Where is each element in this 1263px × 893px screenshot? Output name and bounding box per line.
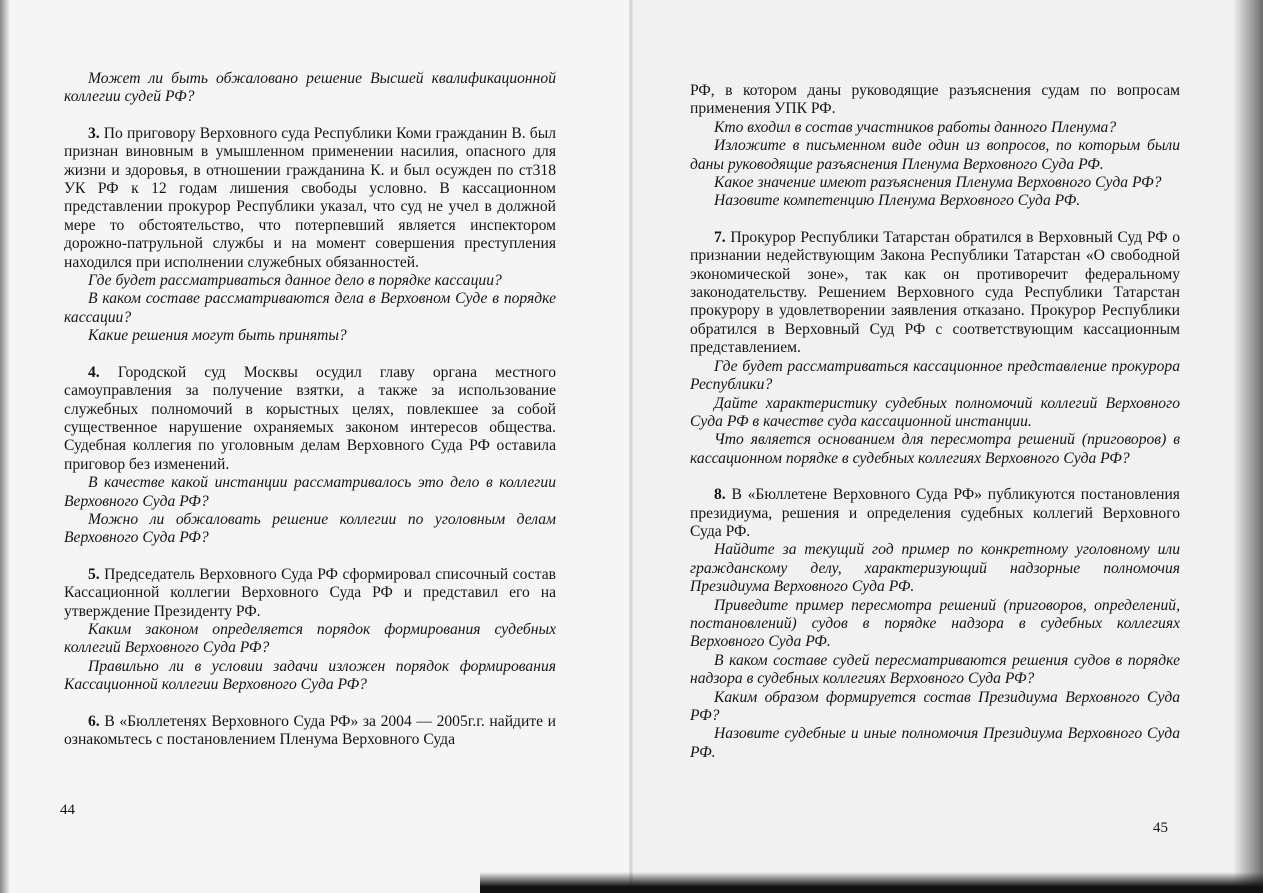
question: Каким образом формируется состав Президиума Верховного Суда РФ?: [690, 688, 1180, 724]
question: Найдите за текущий год пример по конкретному уголовному или гражданскому делу, характеризующий надзорные полномочия Президиума Верховного Суда РФ.: [690, 541, 1180, 596]
question: Приведите пример пересмотра решений (приговоров, определений, постановлений) судов в порядке надзора в судебных коллегиях Верховного Суда РФ.: [690, 596, 1180, 651]
question: Дайте характеристику судебных полномочий коллегий Верховного Суда РФ в качестве суда кассационной инстанции.: [690, 394, 1180, 430]
question: Что является основанием для пересмотра решений (приговоров) в кассационном порядке в судебных коллегиях Верховного Суда РФ?: [690, 431, 1180, 467]
task-number: 8.: [714, 486, 726, 504]
scan-edge-right: [1233, 0, 1263, 893]
task-paragraph: [64, 125, 556, 272]
scan-edge-left: [0, 0, 10, 893]
task-text: В «Бюллетене Верховного Суда РФ» публикуются постановления президиума, решения и определения судебных коллегий Верховного Суда РФ.: [690, 486, 1180, 540]
scan-edge-bottom: [480, 872, 1263, 893]
task-number: 4.: [88, 363, 100, 381]
question: Где будет рассматриваться кассационное представление прокурора Республики?: [690, 357, 1180, 394]
task-text: По приговору Верховного суда Республики Коми гражданин В. был признан виновным в умышленном применении насилия, опасного для жизни и здоровья, в отношении гражданина К. и был осужден по ст318 УК РФ к 12 годам лишения свободы условно. В кассационном представлении прокурор Республики указал, что суд не учел в должной мере то обстоятельство, что потерпевший является инспектором дорожно-патрульной службы и на момент совершения преступления находился при исполнении служебных обязанностей.: [64, 124, 556, 271]
question: В каком составе судей пересматриваются решения судов в порядке надзора в судебных коллегиях Верховного Суда РФ?: [690, 651, 1180, 688]
task-number: 6.: [88, 712, 100, 730]
question: Изложите в письменном виде один из вопросов, по которым были даны руководящие разъяснения Пленума Верховного Суда РФ.: [690, 137, 1180, 173]
question: В качестве какой инстанции рассматривалось это дело в коллегии Верховного Суда РФ?: [64, 474, 556, 510]
book-gutter: [629, 0, 633, 893]
question: Кто входил в состав участников работы данного Пленума?: [714, 118, 1117, 136]
task-paragraph: [690, 486, 1180, 541]
question: Правильно ли в условии задачи изложен порядок формирования Кассационной коллегии Верховного Суда РФ?: [64, 657, 556, 694]
page-number-right: 45: [1153, 820, 1168, 836]
task-number: 7.: [714, 228, 726, 246]
task-number: 5.: [88, 565, 100, 583]
question: Какое значение имеют разъяснения Пленума Верховного Суда РФ?: [714, 174, 1162, 192]
question: Назовите судебные и иные полномочия Президиума Верховного Суда РФ.: [690, 725, 1180, 761]
question: Может ли быть обжаловано решение Высшей квалификационной коллегии судей РФ?: [64, 70, 556, 106]
task-paragraph: [64, 364, 556, 474]
question: В каком составе рассматриваются дела в Верховном Суде в порядке кассации?: [64, 290, 556, 326]
question: Где будет рассматриваться данное дело в порядке кассации?: [88, 272, 502, 290]
task-text: Прокурор Республики Татарстан обратился в Верховный Суд РФ о признании недействующим Закона Республики Татарстан «О свободной экономической зоне», так как он противоречит федеральному законодательству. Решением Верховного суда Республики Татарстан прокурору в удовлетворении заявления отказано. Прокурор Республики обратился в Верховный Суд РФ с соответствующим кассационным представлением.: [690, 228, 1180, 357]
task-text: В «Бюллетенях Верховного Суда РФ» за 2004 — 2005г.г. найдите и ознакомьтесь с постановлением Пленума Верховного Суда: [64, 712, 556, 748]
task-paragraph: [64, 566, 556, 621]
question: Назовите компетенцию Пленума Верховного Суда РФ.: [714, 192, 1081, 210]
question: Каким законом определяется порядок формирования судебных коллегий Верховного Суда РФ?: [64, 620, 556, 657]
task-paragraph: [690, 229, 1180, 358]
task-paragraph: [64, 713, 556, 750]
left-text-column: [64, 70, 556, 749]
right-text-column: [690, 82, 1180, 762]
question: Можно ли обжаловать решение коллегии по уголовным делам Верховного Суда РФ?: [64, 510, 556, 547]
question: Какие решения могут быть приняты?: [88, 327, 347, 345]
page-number-left: 44: [60, 802, 75, 818]
task-text: Городской суд Москвы осудил главу органа местного самоуправления за получение взятки, а также за использование служебных полномочий в корыстных целях, повлекшее за собой существенное нарушение охраняемых законом интересов общества. Судебная коллегия по уголовным делам Верховного Суда РФ оставила приговор без изменений.: [64, 363, 556, 473]
task-number: 3.: [88, 124, 100, 142]
continued-text: РФ, в котором даны руководящие разъяснения судам по вопросам применения УПК РФ.: [690, 82, 1180, 118]
task-text: Председатель Верховного Суда РФ сформировал списочный состав Кассационной коллегии Верховного Суда РФ и представил его на утверждение Президенту РФ.: [64, 565, 556, 620]
